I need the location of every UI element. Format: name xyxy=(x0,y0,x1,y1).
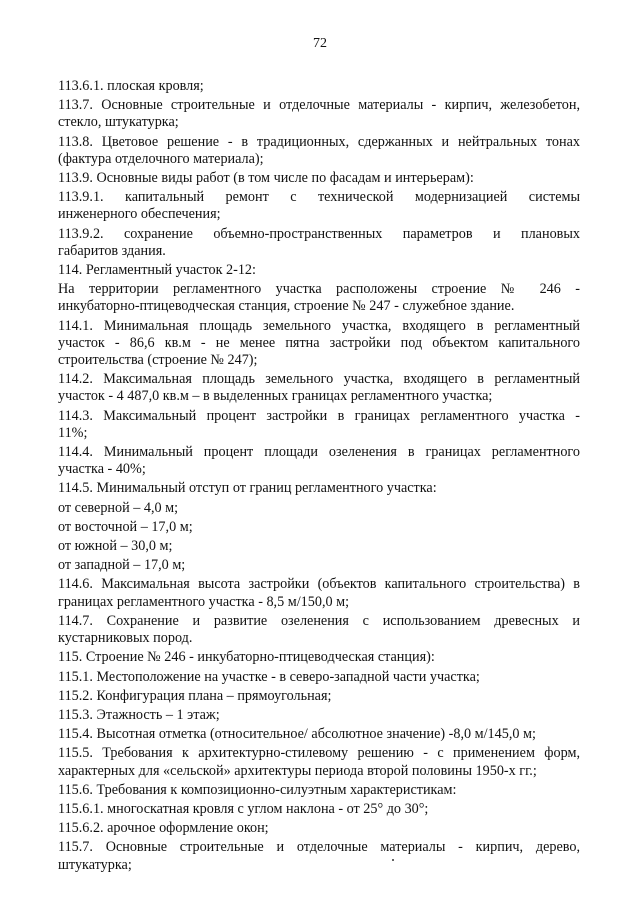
text-line: характерных для «сельской» архитектуры периода второй половины 1950-х гг.; xyxy=(58,762,537,779)
text-line: 115.6.2. арочное оформление окон; xyxy=(58,820,269,837)
text-line: 114.1. Минимальная площадь земельного участка, входящего в регламентный xyxy=(58,317,580,334)
text-line: 11%; xyxy=(58,424,88,441)
text-line: 114.2. Максимальная площадь земельного участка, входящего в регламентный xyxy=(58,371,580,388)
text-line: 113.9.1. капитальный ремонт с технической модернизацией системы xyxy=(58,189,580,206)
text-line: от западной – 17,0 м; xyxy=(58,557,186,574)
text-line: На территории регламентного участка расположены строение № 246 - xyxy=(58,281,580,298)
text-line: 113.7. Основные строительные и отделочные материалы - кирпич, железобетон, xyxy=(58,97,580,114)
paragraph xyxy=(58,78,580,95)
document-body xyxy=(58,78,580,876)
paragraph xyxy=(58,444,580,478)
paragraph xyxy=(58,371,580,405)
paragraph xyxy=(58,688,580,705)
text-line: стекло, штукатурка; xyxy=(58,114,179,131)
text-line: 113.8. Цветовое решение - в традиционных, сдержанных и нейтральных тонах xyxy=(58,133,580,150)
text-line: 115.1. Местоположение на участке - в северо-западной части участка; xyxy=(58,668,480,685)
paragraph xyxy=(58,782,580,799)
text-line: габаритов здания. xyxy=(58,242,166,259)
paragraph xyxy=(58,801,580,818)
paragraph xyxy=(58,134,580,168)
text-line: инкубаторно-птицеводческая станция, строение № 247 - служебное здание. xyxy=(58,298,515,315)
paragraph xyxy=(58,576,580,610)
text-line: 115. Строение № 246 - инкубаторно-птицеводческая станция): xyxy=(58,649,435,666)
paragraph xyxy=(58,745,580,779)
text-line: 115.6.1. многоскатная кровля с углом наклона - от 25° до 30°; xyxy=(58,800,429,817)
text-line: 115.5. Требования к архитектурно-стилевому решению - с применением форм, xyxy=(58,745,580,762)
paragraph xyxy=(58,538,580,555)
text-line: кустарниковых пород. xyxy=(58,630,193,647)
text-line: 115.4. Высотная отметка (относительное/ абсолютное значение) -8,0 м/145,0 м; xyxy=(58,726,536,743)
paragraph xyxy=(58,318,580,370)
paragraph xyxy=(58,669,580,686)
paragraph xyxy=(58,820,580,837)
text-line: участок - 4 487,0 кв.м – в выделенных границах регламентного участка; xyxy=(58,388,493,405)
paragraph xyxy=(58,262,580,279)
text-line: 113.9.2. сохранение объемно-пространственных параметров и плановых xyxy=(58,225,580,242)
paragraph xyxy=(58,519,580,536)
paragraph xyxy=(58,557,580,574)
text-line: (фактура отделочного материала); xyxy=(58,150,264,167)
paragraph xyxy=(58,707,580,724)
paragraph xyxy=(58,500,580,517)
text-line: от северной – 4,0 м; xyxy=(58,499,179,516)
text-line: 114. Регламентный участок 2-12: xyxy=(58,262,256,279)
paragraph xyxy=(58,226,580,260)
text-line: инженерного обеспечения; xyxy=(58,206,221,223)
text-line: 115.6. Требования к композиционно-силуэтным характеристикам: xyxy=(58,781,457,798)
text-line: 115.7. Основные строительные и отделочные материалы - кирпич, дерево, xyxy=(58,839,580,856)
paragraph xyxy=(58,189,580,223)
paragraph xyxy=(58,726,580,743)
text-line: 114.7. Сохранение и развитие озеленения с использованием древесных и xyxy=(58,612,580,629)
text-line: границах регламентного участка - 8,5 м/150,0 м; xyxy=(58,593,350,610)
paragraph xyxy=(58,649,580,666)
text-line: 115.3. Этажность – 1 этаж; xyxy=(58,706,220,723)
paragraph xyxy=(58,839,580,873)
scan-speck xyxy=(392,859,394,861)
text-line: 115.2. Конфигурация плана – прямоугольная; xyxy=(58,687,332,704)
text-line: 114.3. Максимальный процент застройки в границах регламентного участка - xyxy=(58,407,580,424)
text-line: 114.6. Максимальная высота застройки (объектов капитального строительства) в xyxy=(58,576,580,593)
paragraph xyxy=(58,613,580,647)
text-line: строительства (строение № 247); xyxy=(58,352,258,369)
paragraph xyxy=(58,170,580,187)
paragraph xyxy=(58,281,580,315)
text-line: от южной – 30,0 м; xyxy=(58,538,173,555)
text-line: штукатурка; xyxy=(58,856,132,873)
text-line: 114.5. Минимальный отступ от границ регламентного участка: xyxy=(58,480,437,497)
page-number: 72 xyxy=(313,36,327,51)
text-line: участка - 40%; xyxy=(58,461,146,478)
text-line: от восточной – 17,0 м; xyxy=(58,518,193,535)
text-line: участок - 86,6 кв.м - не менее пятна застройки под объектом капитального xyxy=(58,334,580,351)
text-line: 114.4. Минимальный процент площади озеленения в границах регламентного xyxy=(58,444,580,461)
paragraph xyxy=(58,480,580,497)
paragraph xyxy=(58,97,580,131)
text-line: 113.6.1. плоская кровля; xyxy=(58,78,204,94)
text-line: 113.9. Основные виды работ (в том числе по фасадам и интерьерам): xyxy=(58,170,474,187)
paragraph xyxy=(58,408,580,442)
